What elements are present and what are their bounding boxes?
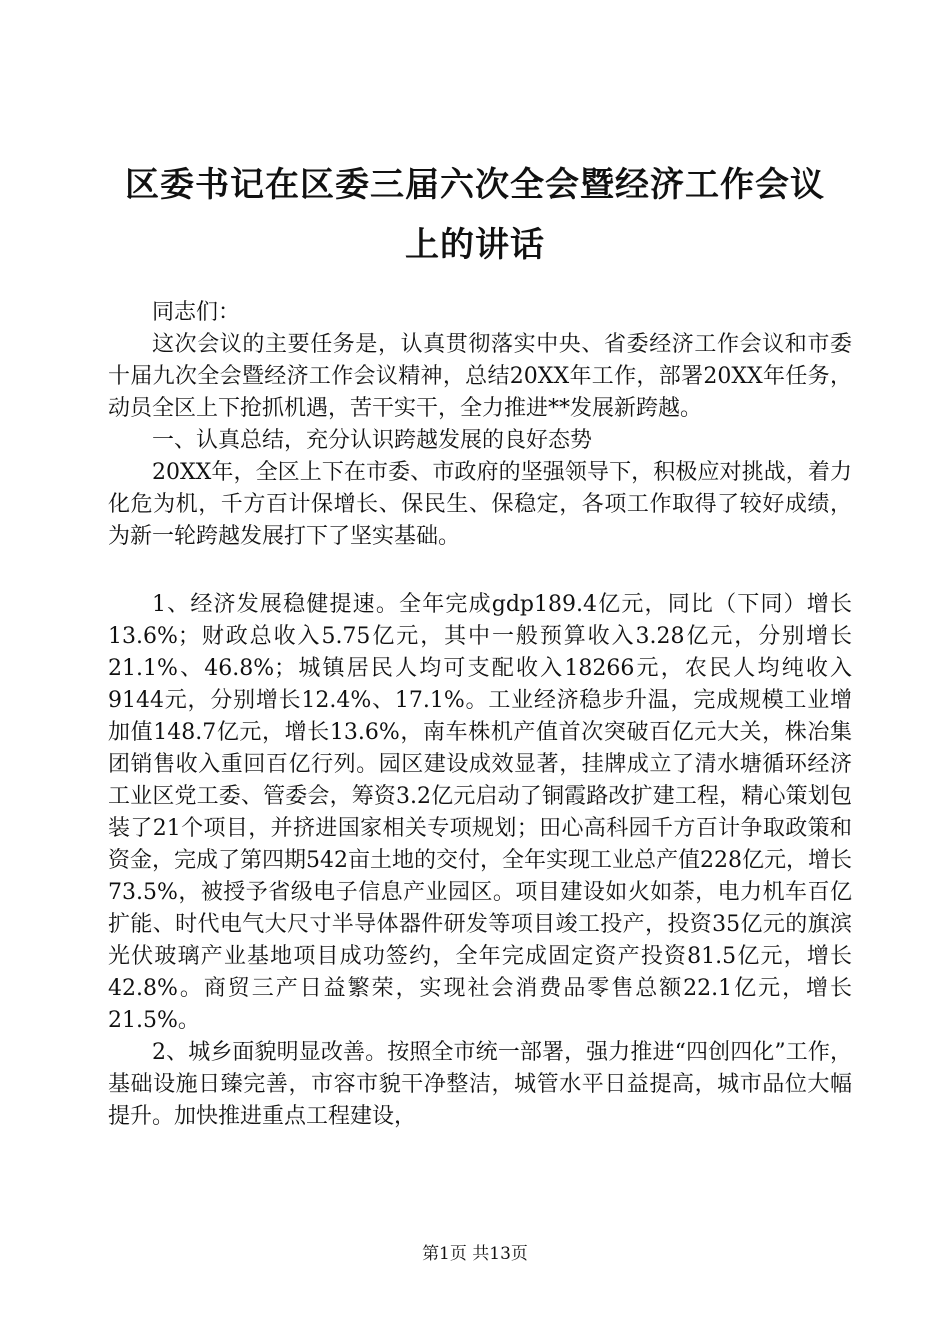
summary-paragraph: 20XX年，全区上下在市委、市政府的坚强领导下，积极应对挑战，着力化危为机，千方百计保增长、保民生、保稳定，各项工作取得了较好成绩，为新一轮跨越发展打下了坚实基础。 <box>108 460 852 549</box>
page-footer: 第1页 共13页 <box>422 1244 528 1264</box>
economy-paragraph: 1、经济发展稳健提速。全年完成gdp189.4亿元，同比（下同）增长13.6%；财政总收入5.75亿元，其中一般预算收入3.28亿元，分别增长21.1%、46.8%；城镇居民人均可支配收入18266元，农民人均纯收入9144元，分别增长12.4%、17.1%。工业经济稳步升温，完成规模工业增加值148.7亿元，增长13.6%，南车株机产值首次突破百亿元大关，株冶集团销售收入重回百亿行列。园区建设成效显著，挂牌成立了清水塘循环经济工业区党工委、管委会，筹资3.2亿元启动了铜霞路改扩建工程，精心策划包装了21个项目，并挤进国家相关专项规划；田心高科园千方百计争取政策和资金，完成了第四期542亩土地的交付，全年实现工业总产值228亿元，增长73.5%，被授予省级电子信息产业园区。项目建设如火如荼，电力机车百亿扩能、时代电气大尺寸半导体器件研发等项目竣工投产，投资35亿元的旗滨光伏玻璃产业基地项目成功签约，全年完成固定资产投资81.5亿元，增长42.8%。商贸三产日益繁荣，实现社会消费品零售总额22.1亿元，增长21.5%。 <box>108 592 852 1033</box>
document-title-line-1: 区委书记在区委三届六次全会暨经济工作会议 <box>125 165 825 205</box>
document-title-line-2: 上的讲话 <box>405 225 545 265</box>
urban-rural-paragraph: 2、城乡面貌明显改善。按照全市统一部署，强力推进“四创四化”工作，基础设施日臻完善，市容市貌干净整洁，城管水平日益提高，城市品位大幅提升。加快推进重点工程建设， <box>108 1040 852 1129</box>
intro-paragraph: 这次会议的主要任务是，认真贯彻落实中央、省委经济工作会议和市委十届九次全会暨经济工作会议精神，总结20XX年工作，部署20XX年任务，动员全区上下抢抓机遇，苦干实干，全力推进**发展新跨越。 <box>108 332 852 421</box>
document-body <box>108 297 852 1133</box>
salutation: 同志们： <box>152 300 241 325</box>
section-heading: 一、认真总结，充分认识跨越发展的良好态势 <box>152 428 593 453</box>
